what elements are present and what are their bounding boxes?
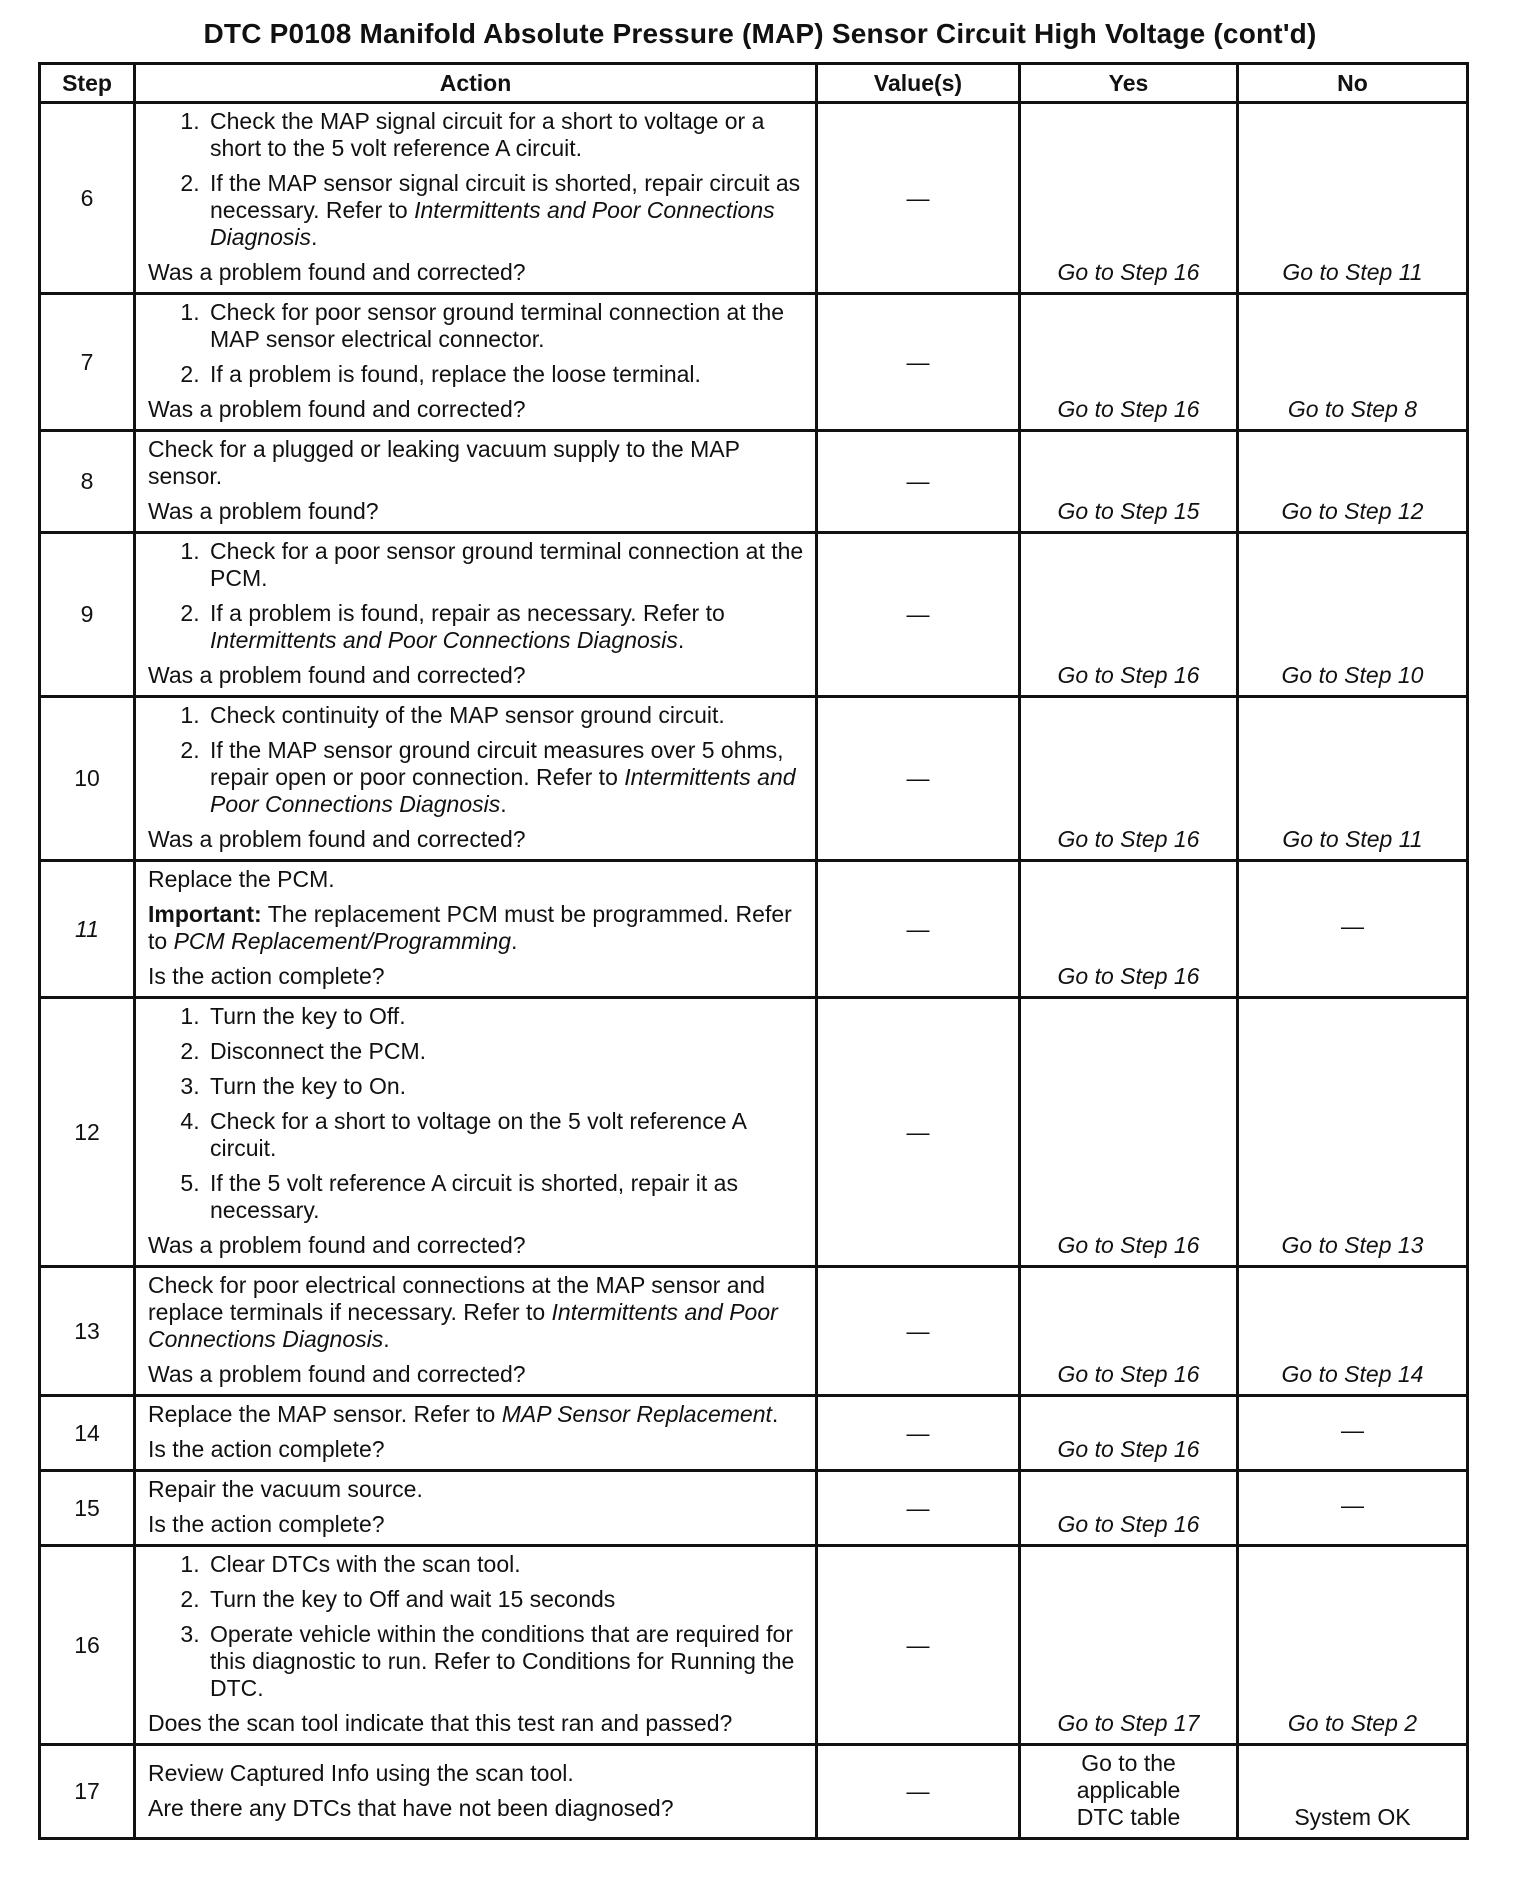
value-cell: — — [817, 1546, 1020, 1745]
list-item: 1. Clear DTCs with the scan tool. — [206, 1551, 805, 1578]
action-cell — [135, 1546, 817, 1745]
header-values: Value(s) — [817, 64, 1020, 103]
table-row — [40, 431, 1468, 533]
action-cell — [135, 1471, 817, 1546]
action-question: Does the scan tool indicate that this test ran and passed? — [148, 1710, 733, 1736]
table-row — [40, 294, 1468, 431]
list-item: 3. Operate vehicle within the conditions that are required for this diagnostic to run. Refer to Conditions for Running the DTC. — [206, 1621, 805, 1702]
no-cell: Go to Step 11 — [1238, 103, 1468, 294]
yes-cell: Go to Step 16 — [1020, 533, 1238, 697]
step-number: 8 — [40, 431, 135, 533]
step-number: 9 — [40, 533, 135, 697]
step-number: 11 — [40, 861, 135, 998]
table-row — [40, 1471, 1468, 1546]
page-title: DTC P0108 Manifold Absolute Pressure (MAP) Sensor Circuit High Voltage (cont'd) — [203, 18, 1317, 49]
no-cell: Go to Step 10 — [1238, 533, 1468, 697]
action-question: Was a problem found? — [148, 498, 379, 524]
list-item: 5. If the 5 volt reference A circuit is shorted, repair it as necessary. — [206, 1170, 805, 1224]
no-cell: — — [1238, 861, 1468, 998]
step-number: 6 — [40, 103, 135, 294]
action-list — [148, 1003, 805, 1224]
yes-cell: Go to Step 16 — [1020, 1471, 1238, 1546]
action-cell — [135, 1745, 817, 1839]
yes-cell: Go to Step 17 — [1020, 1546, 1238, 1745]
action-cell — [135, 533, 817, 697]
yes-cell: Go to Step 16 — [1020, 103, 1238, 294]
action-text: Check for poor electrical connections at the MAP sensor and replace terminals if necessary. Refer to Intermittents and Poor Connections Diagnosis. — [148, 1272, 778, 1352]
action-cell — [135, 998, 817, 1267]
action-cell — [135, 294, 817, 431]
table-row — [40, 697, 1468, 861]
no-cell: Go to Step 13 — [1238, 998, 1468, 1267]
table-header-row — [40, 64, 1468, 103]
reference-link: Intermittents and Poor Connections Diagnosis — [210, 197, 775, 250]
action-question: Was a problem found and corrected? — [148, 1361, 526, 1387]
diagnostic-table — [38, 62, 1469, 1840]
action-question: Is the action complete? — [148, 963, 385, 989]
action-text: Review Captured Info using the scan tool. — [148, 1759, 574, 1786]
value-cell: — — [817, 1267, 1020, 1396]
action-cell — [135, 861, 817, 998]
reference-link: Intermittents and Poor Connections Diagnosis — [210, 627, 678, 653]
action-question: Was a problem found and corrected? — [148, 396, 526, 422]
no-cell: Go to Step 8 — [1238, 294, 1468, 431]
reference-link: PCM Replacement/Programming — [173, 928, 512, 954]
list-item: 2. If the MAP sensor signal circuit is shorted, repair circuit as necessary. Refer to Intermittents and Poor Connections Diagnosis. — [206, 170, 805, 251]
reference-link: Intermittents and Poor Connections Diagnosis — [210, 764, 796, 817]
table-row — [40, 1546, 1468, 1745]
list-item: 3. Turn the key to On. — [206, 1073, 805, 1100]
reference-link: MAP Sensor Replacement — [501, 1401, 772, 1427]
yes-cell: Go to Step 16 — [1020, 294, 1238, 431]
yes-cell: Go to Step 15 — [1020, 431, 1238, 533]
action-list — [148, 702, 805, 818]
step-number: 10 — [40, 697, 135, 861]
list-item: 2. Turn the key to Off and wait 15 seconds — [206, 1586, 805, 1613]
value-cell: — — [817, 294, 1020, 431]
table-row — [40, 1267, 1468, 1396]
important-label: Important: — [148, 901, 262, 927]
action-question: Are there any DTCs that have not been diagnosed? — [148, 1794, 674, 1821]
action-text: Replace the MAP sensor. Refer to MAP Sensor Replacement. — [148, 1401, 779, 1427]
value-cell: — — [817, 1396, 1020, 1471]
action-text: Repair the vacuum source. — [148, 1476, 423, 1502]
action-text: Replace the PCM. — [148, 866, 335, 892]
list-item: 1. Check for a poor sensor ground terminal connection at the PCM. — [206, 538, 805, 592]
value-cell: — — [817, 1471, 1020, 1546]
list-item: 1. Check continuity of the MAP sensor ground circuit. — [206, 702, 805, 729]
yes-cell: Go to Step 16 — [1020, 998, 1238, 1267]
action-cell — [135, 431, 817, 533]
step-number: 15 — [40, 1471, 135, 1546]
value-cell: — — [817, 533, 1020, 697]
action-question: Was a problem found and corrected? — [148, 826, 526, 852]
no-cell: System OK — [1238, 1745, 1468, 1839]
list-item: 2. If a problem is found, replace the loose terminal. — [206, 361, 805, 388]
no-cell: Go to Step 11 — [1238, 697, 1468, 861]
table-row — [40, 1396, 1468, 1471]
action-list — [148, 538, 805, 654]
yes-cell: Go to Step 16 — [1020, 697, 1238, 861]
step-number: 16 — [40, 1546, 135, 1745]
action-text: Check for a plugged or leaking vacuum supply to the MAP sensor. — [148, 436, 740, 489]
value-cell: — — [817, 103, 1020, 294]
list-item: 1. Check the MAP signal circuit for a short to voltage or a short to the 5 volt reference A circuit. — [206, 108, 805, 162]
value-cell: — — [817, 861, 1020, 998]
header-no: No — [1238, 64, 1468, 103]
action-list — [148, 1551, 805, 1702]
step-number: 14 — [40, 1396, 135, 1471]
no-cell: Go to Step 2 — [1238, 1546, 1468, 1745]
yes-cell: Go to Step 16 — [1020, 1396, 1238, 1471]
list-item: 2. If a problem is found, repair as necessary. Refer to Intermittents and Poor Connections Diagnosis. — [206, 600, 805, 654]
list-item: 1. Check for poor sensor ground terminal connection at the MAP sensor electrical connector. — [206, 299, 805, 353]
step-number: 12 — [40, 998, 135, 1267]
header-action: Action — [135, 64, 817, 103]
table-row — [40, 998, 1468, 1267]
table-row — [40, 861, 1468, 998]
step-number: 7 — [40, 294, 135, 431]
step-number: 17 — [40, 1745, 135, 1839]
action-question: Is the action complete? — [148, 1511, 385, 1537]
action-list — [148, 108, 805, 251]
action-question: Was a problem found and corrected? — [148, 1232, 526, 1258]
action-cell — [135, 103, 817, 294]
list-item: 1. Turn the key to Off. — [206, 1003, 805, 1030]
step-number: 13 — [40, 1267, 135, 1396]
no-cell: — — [1238, 1396, 1468, 1471]
no-cell: — — [1238, 1471, 1468, 1546]
list-item: 4. Check for a short to voltage on the 5 volt reference A circuit. — [206, 1108, 805, 1162]
table-row — [40, 103, 1468, 294]
header-step: Step — [40, 64, 135, 103]
value-cell: — — [817, 1745, 1020, 1839]
reference-link: Intermittents and Poor Connections Diagnosis — [148, 1299, 778, 1352]
no-cell: Go to Step 12 — [1238, 431, 1468, 533]
action-list — [148, 299, 805, 388]
table-row — [40, 533, 1468, 697]
value-cell: — — [817, 697, 1020, 861]
action-question: Is the action complete? — [148, 1436, 385, 1462]
no-cell: Go to Step 14 — [1238, 1267, 1468, 1396]
action-question: Was a problem found and corrected? — [148, 662, 526, 688]
header-yes: Yes — [1020, 64, 1238, 103]
list-item: 2. If the MAP sensor ground circuit measures over 5 ohms, repair open or poor connection. Refer to Intermittents and Poor Connections Diagnosis. — [206, 737, 805, 818]
important-note: Important: The replacement PCM must be programmed. Refer to PCM Replacement/Programming. — [148, 901, 792, 954]
yes-cell: Go to the applicable DTC table — [1020, 1745, 1238, 1839]
list-item: 2. Disconnect the PCM. — [206, 1038, 805, 1065]
yes-cell: Go to Step 16 — [1020, 1267, 1238, 1396]
value-cell: — — [817, 431, 1020, 533]
action-cell — [135, 697, 817, 861]
action-question: Was a problem found and corrected? — [148, 259, 526, 285]
yes-cell: Go to Step 16 — [1020, 861, 1238, 998]
action-cell — [135, 1267, 817, 1396]
action-cell — [135, 1396, 817, 1471]
value-cell: — — [817, 998, 1020, 1267]
table-row — [40, 1745, 1468, 1839]
